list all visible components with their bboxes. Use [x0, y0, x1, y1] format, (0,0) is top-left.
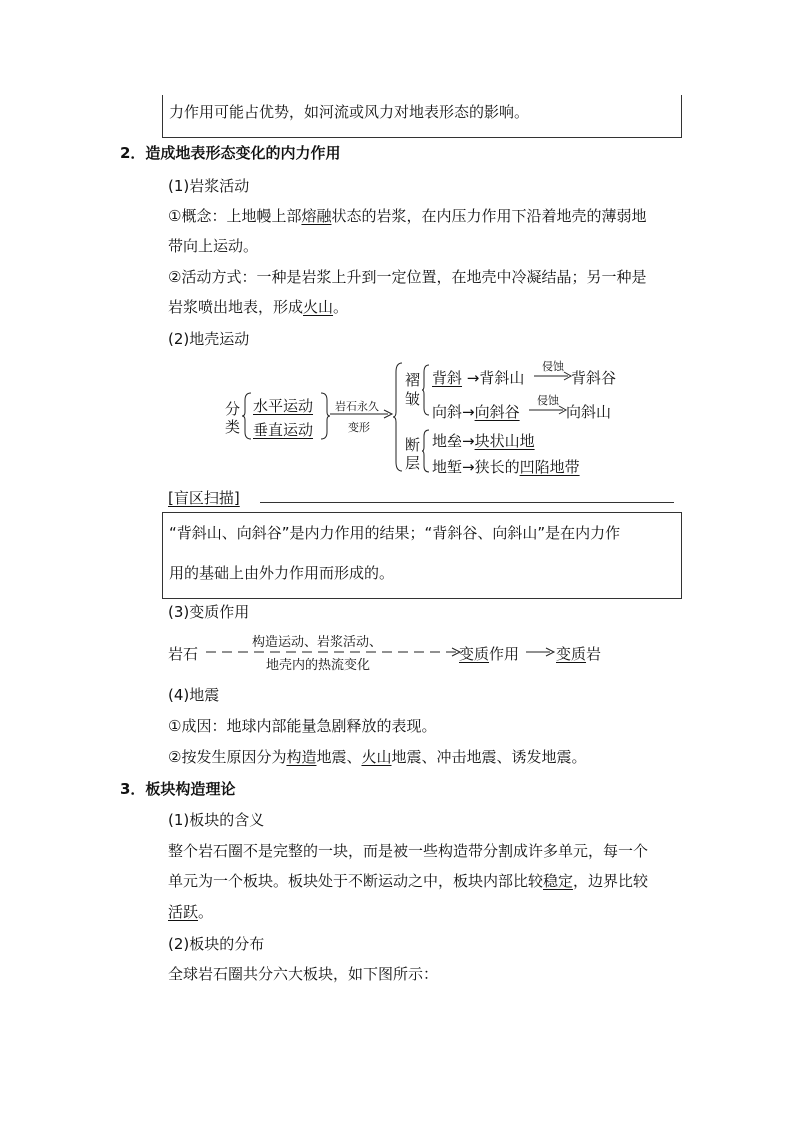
- meta-result-u: 变质: [556, 645, 587, 663]
- fault-row-2: [432, 456, 580, 477]
- anticline: 背斜: [432, 369, 463, 387]
- vertical-motion: 垂直运动: [253, 421, 314, 439]
- blind-spot-label-text: [盲区扫描]: [168, 489, 240, 507]
- fold-brace-icon: [422, 364, 430, 416]
- quake-cause: ①成因：地球内部能量急剧释放的表现。: [168, 717, 437, 735]
- blind-spot-line-2: 用的基础上由外力作用而形成的。: [169, 564, 395, 582]
- syncline-pre: 向斜→: [432, 403, 475, 421]
- meta-arrow-2-icon: [526, 646, 556, 658]
- quake-type-u1: 构造: [286, 748, 317, 766]
- magma-concept-line-1: [168, 205, 646, 226]
- plate-meaning-line-1: 整个岩石圈不是完整的一块，而是被一些构造带分割成许多单元，每一个: [168, 842, 649, 860]
- motion-right-brace-icon: [320, 392, 330, 440]
- plate-meaning-line-2-post: ，边界比较: [573, 872, 649, 890]
- crust-title: (2)地壳运动: [168, 330, 250, 348]
- meta-cond-top: 构造运动、岩浆活动、: [252, 635, 383, 650]
- quake-types: [168, 746, 587, 767]
- section-2-heading: 2．造成地表形态变化的内力作用: [120, 144, 341, 162]
- blind-spot-label: [168, 487, 240, 508]
- magma-concept-pre: ①概念：上地幔上部: [168, 207, 302, 225]
- graben: 凹陷地带: [519, 458, 580, 476]
- quake-type-u2: 火山: [361, 748, 392, 766]
- quake-type-pre: ②按发生原因分为: [168, 748, 287, 766]
- fold-row-1: [432, 367, 524, 388]
- fault-char-1: 断: [405, 436, 421, 454]
- deform-arrow-top: 岩石永久: [335, 400, 379, 413]
- anticline-mountain: →背斜山: [466, 369, 525, 387]
- magma-concept-line-2: 带向上运动。: [168, 237, 259, 255]
- anticline-valley: 背斜谷: [571, 369, 617, 387]
- erosion-label-2: 侵蚀: [537, 394, 559, 407]
- magma-concept-post: 状态的岩浆，在内压力作用下沿着地壳的薄弱地: [331, 207, 647, 225]
- plate-meaning-line-3-post: 。: [198, 903, 214, 921]
- top-note-text: 力作用可能占优势，如河流或风力对地表形态的影响。: [169, 103, 530, 121]
- section-3-heading: 3．板块构造理论: [120, 780, 236, 798]
- plate-distribution-title: (2)板块的分布: [168, 935, 265, 953]
- magma-mode-pre: 岩浆喷出地表，形成: [168, 298, 304, 316]
- fold-char-1: 褶: [405, 371, 421, 389]
- quake-title: (4)地震: [168, 686, 220, 704]
- horst: 块状山地: [474, 432, 535, 450]
- plate-meaning-active: 活跃: [168, 903, 199, 921]
- quake-type-post: 地震、冲击地震、诱发地震。: [391, 748, 587, 766]
- plate-distribution-line-1: 全球岩石圈共分六大板块，如下图所示：: [168, 965, 439, 983]
- plate-meaning-stable: 稳定: [543, 872, 574, 890]
- plate-meaning-line-2-pre: 单元为一个板块。板块处于不断运动之中，板块内部比较: [168, 872, 544, 890]
- meta-arrow-icon: [206, 646, 462, 658]
- syncline-mountain: 向斜山: [566, 403, 612, 421]
- erosion-arrow-2-icon: [529, 405, 567, 415]
- deform-arrow-bottom: 变形: [348, 421, 370, 434]
- meta-title: (3)变质作用: [168, 603, 250, 621]
- plate-meaning-title: (1)板块的含义: [168, 811, 265, 829]
- plate-meaning-line-3: [168, 901, 213, 922]
- magma-title: (1)岩浆活动: [168, 177, 250, 195]
- erosion-label-1: 侵蚀: [542, 360, 564, 373]
- meta-cond-bottom: 地壳内的热流变化: [266, 658, 371, 673]
- meta-process: [459, 643, 519, 664]
- result-brace-icon: [393, 362, 403, 472]
- deform-arrow-icon: [330, 409, 394, 419]
- blind-spot-rule: [260, 502, 674, 503]
- meta-process-u: 变质: [459, 645, 490, 663]
- fault-brace-icon: [422, 429, 430, 473]
- erosion-arrow-1-icon: [534, 371, 572, 381]
- plate-meaning-line-2: [168, 870, 648, 891]
- meta-result-suffix: 岩: [586, 645, 602, 663]
- meta-process-suffix: 作用: [489, 645, 520, 663]
- fault-char-2: 层: [405, 454, 421, 472]
- horizontal-motion: 水平运动: [253, 397, 314, 415]
- classify-char-1: 分: [225, 400, 241, 418]
- syncline-valley: 向斜谷: [474, 403, 520, 421]
- meta-result: [556, 643, 601, 664]
- magma-mode-line-1: ②活动方式：一种是岩浆上升到一定位置，在地壳中冷凝结晶；另一种是: [168, 268, 647, 286]
- magma-mode-post: 。: [333, 298, 349, 316]
- graben-pre: 地堑→狭长的: [432, 458, 520, 476]
- top-note-box: [162, 95, 682, 138]
- meta-rock: 岩石: [168, 645, 199, 663]
- fold-row-2: [432, 401, 520, 422]
- fold-char-2: 皱: [405, 390, 421, 408]
- magma-mode-underline: 火山: [303, 298, 334, 316]
- fault-row-1: [432, 430, 535, 451]
- classify-char-2: 类: [225, 418, 241, 436]
- quake-type-mid: 地震、: [316, 748, 362, 766]
- blind-spot-box: [162, 512, 682, 599]
- horst-pre: 地垒→: [432, 432, 475, 450]
- classify-brace-icon: [242, 392, 252, 440]
- blind-spot-line-1: “背斜山、向斜谷”是内力作用的结果；“背斜谷、向斜山”是在内力作: [169, 524, 621, 542]
- magma-mode-line-2: [168, 296, 348, 317]
- magma-concept-underline: 熔融: [301, 207, 332, 225]
